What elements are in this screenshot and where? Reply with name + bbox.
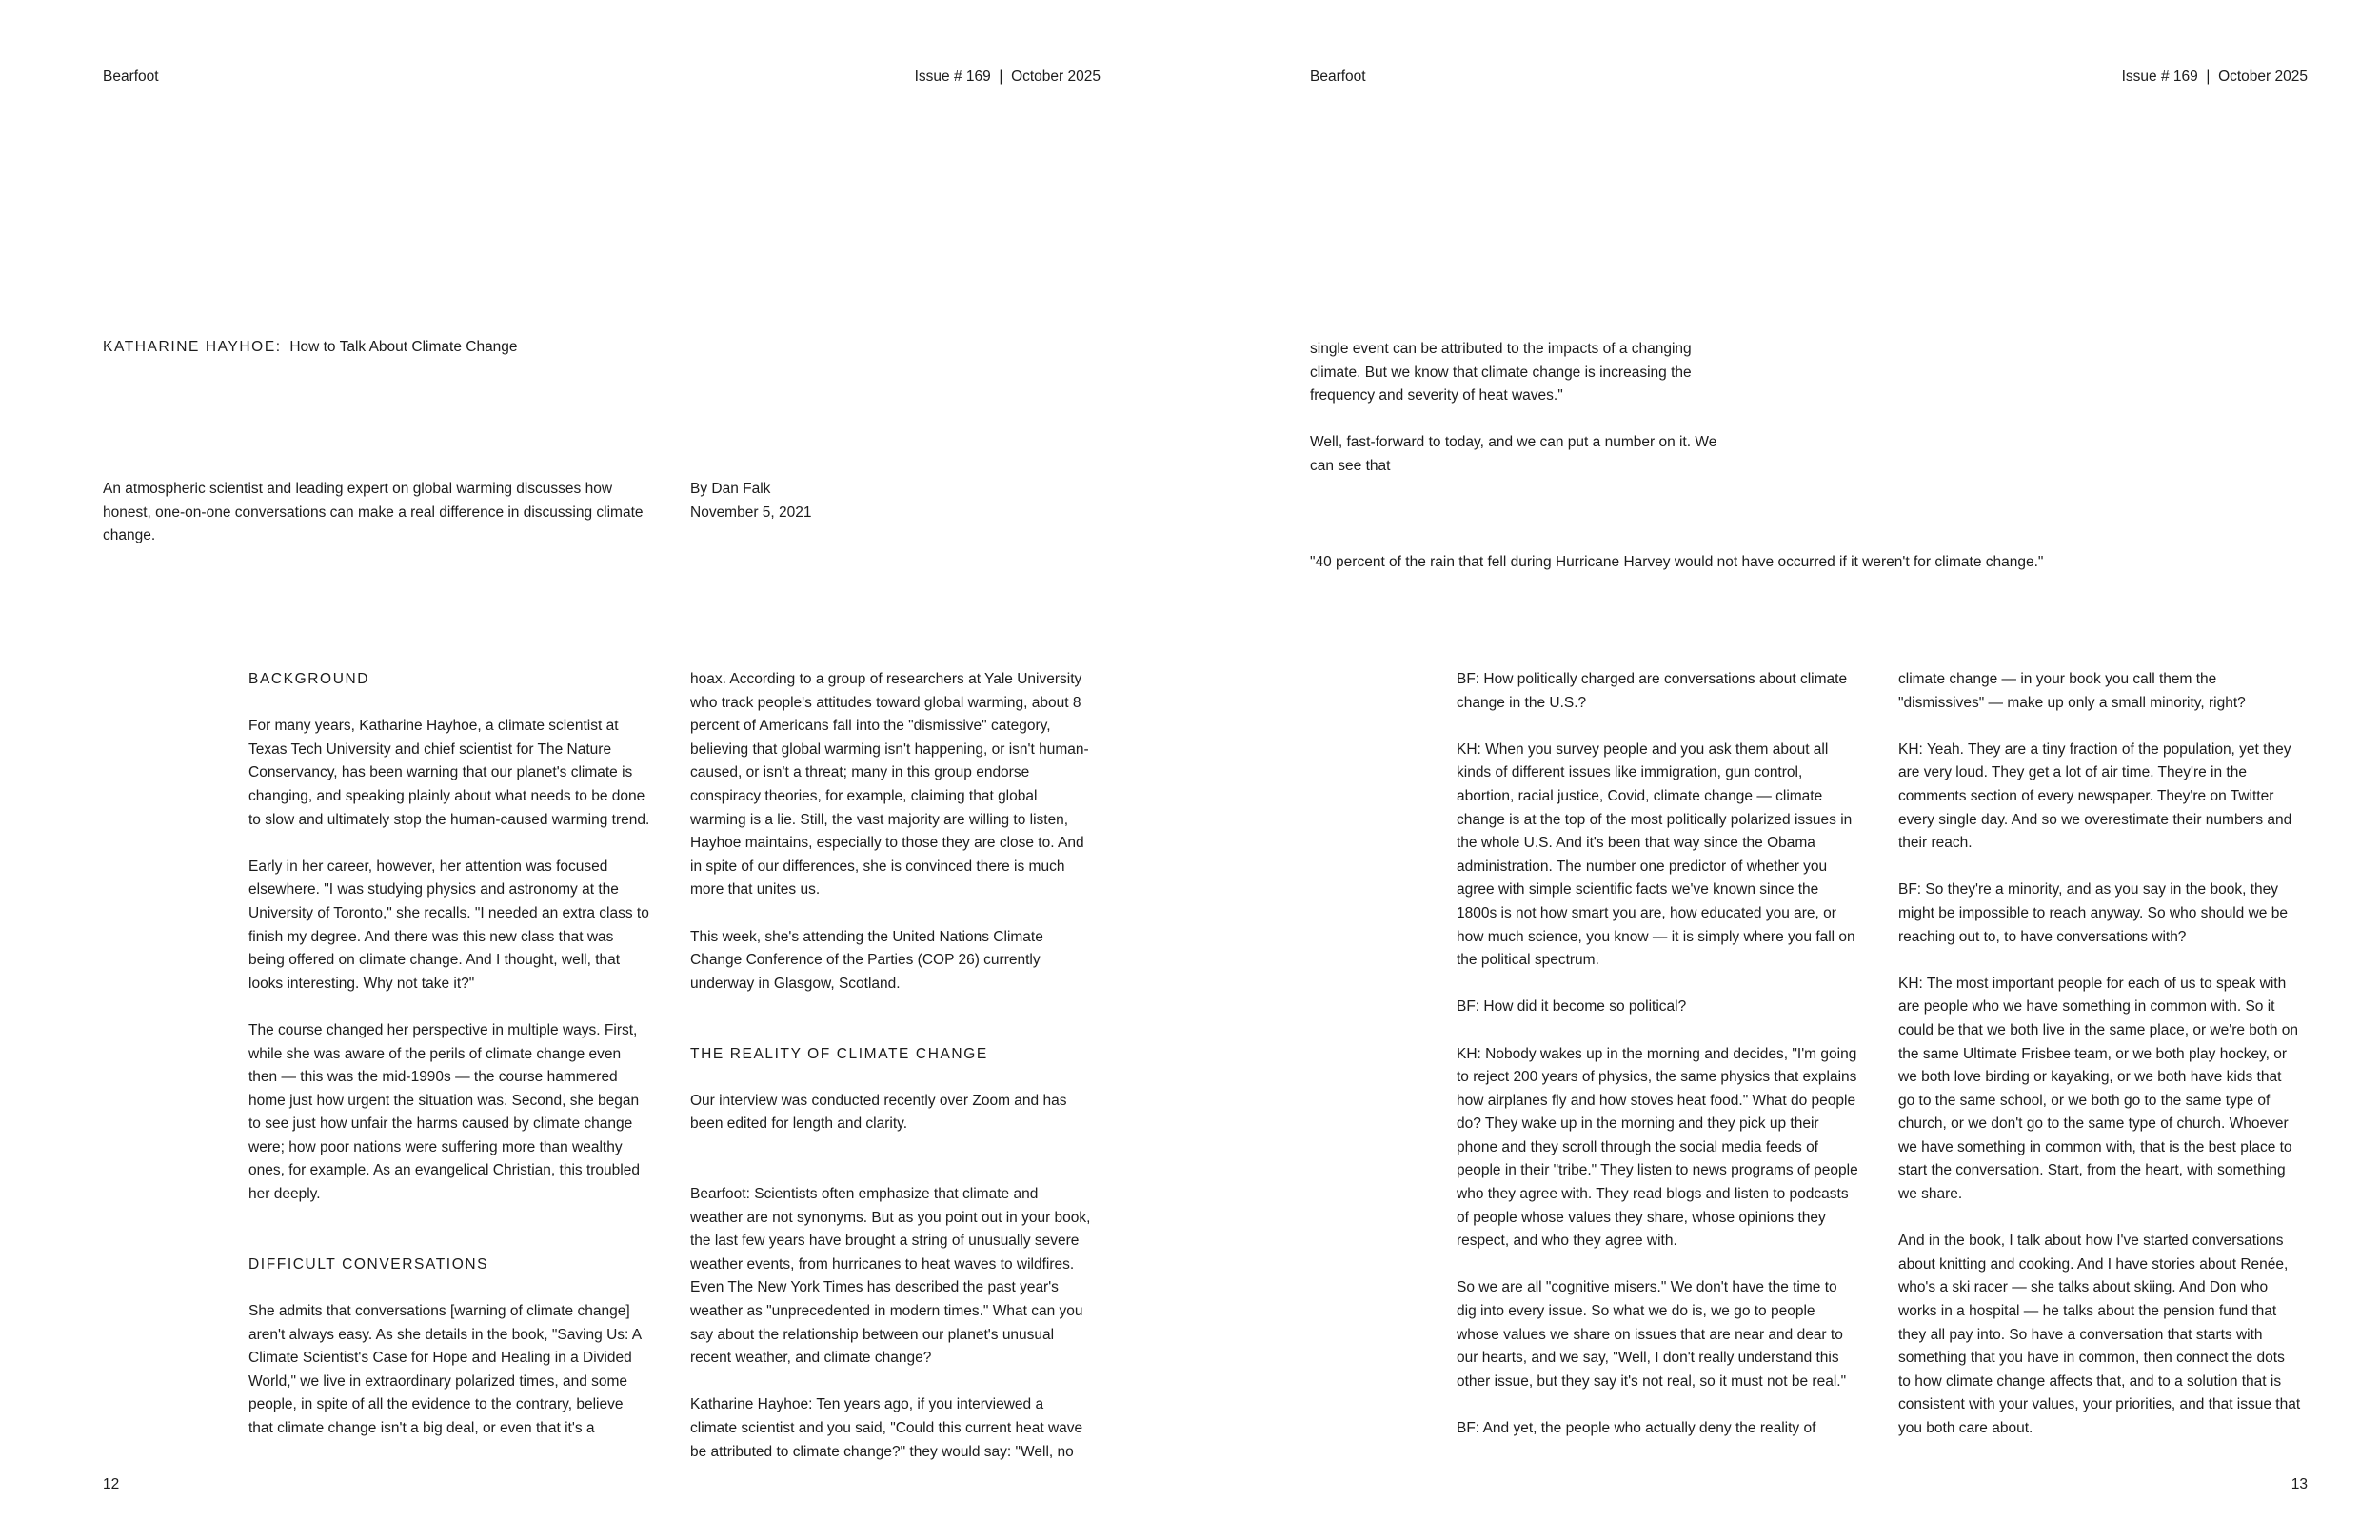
interview-answer: KH: The most important people for each of us to speak with are people who we have something in common with. So it could be that we both live in the same place, or we're both on the same Ultimate Frisbee team, or we both play hockey, or we both love birding or kayaking, or we both have kids that go to the same school, or we both go to the same type of church, or we don't go to the same type of church. Whoever we have something in common with, that is the best place to start the conversation. Start, from the heart, with something we share.: [1898, 975, 2298, 1203]
issue-date: October 2025: [1011, 69, 1101, 85]
left-column-1: [248, 668, 651, 1441]
issue-date: October 2025: [2218, 69, 2308, 85]
issue-number: Issue # 169: [914, 69, 991, 85]
article-dek: An atmospheric scientist and leading expert on global warming discusses how honest, one-on-one conversations can make a real difference in discussing climate change.: [103, 481, 644, 544]
interview-question: Bearfoot: Scientists often emphasize that climate and weather are not synonyms. But as you point out in your book, the last few years have brought a string of unusually severe weather events, from hurricanes to heat waves to wildfires. Even The New York Times has described the past year's weather as "unprecedented in modern times." What can you say about the relationship between our planet's unusual recent weather, and climate change?: [690, 1186, 1091, 1367]
paragraph: For many years, Katharine Hayhoe, a climate scientist at Texas Tech University and chief scientist for The Nature Conservancy, has been warning that our planet's climate is changing, and speaking plainly about what needs to be done to slow and ultimately stop the human-caused warming trend.: [248, 718, 650, 828]
header-separator: |: [2206, 69, 2211, 85]
running-header-magazine: Bearfoot: [103, 69, 159, 85]
heading-background: BACKGROUND: [248, 671, 370, 687]
kicker-name: KATHARINE HAYHOE:: [103, 339, 282, 355]
running-header-issue: [915, 68, 1101, 87]
article-kicker: [103, 338, 518, 357]
continued-text-2: Well, fast-forward to today, and we can put a number on it. We can see that: [1310, 434, 1717, 474]
paragraph: This week, she's attending the United Nations Climate Change Conference of the Parties (COP 26) currently underway in Glasgow, Scotland.: [690, 928, 1043, 992]
running-header-issue: [2122, 68, 2308, 87]
interview-question: BF: How politically charged are conversations about climate change in the U.S.?: [1457, 671, 1848, 711]
header-separator: |: [999, 69, 1003, 85]
paragraph: hoax. According to a group of researchers at Yale University who track people's attitudes toward global warming, about 8 percent of Americans fall into the "dismissive" category, believing that global warming isn't happening, or isn't human-caused, or isn't a threat; many in this group endorse conspiracy theories, for example, claiming that global warming is a lie. Still, the vast majority are willing to listen, Hayhoe maintains, especially to those they are close to. And in spite of our differences, she is convinced there is much more that unites us.: [690, 671, 1089, 898]
left-column-2: [690, 668, 1093, 1464]
byline-date: November 5, 2021: [690, 503, 812, 521]
interview-answer: KH: When you survey people and you ask them about all kinds of different issues like immigration, gun control, abortion, racial justice, Covid, climate change — climate change is at the top of the most politically polarized issues in the whole U.S. And it's been that way since the Obama administration. The number one predictor of whether you agree with simple scientific facts we've known since the 1800s is not how smart you are, how educated you are, or how much science, you know — it is simply where you fall on the political spectrum.: [1457, 740, 1855, 969]
pull-quote: "40 percent of the rain that fell during Hurricane Harvey would not have occurred if it weren't for climate change.": [1310, 554, 2044, 570]
page-number-right: 13: [2291, 1476, 2308, 1492]
byline: [690, 478, 812, 524]
continued-text: single event can be attributed to the impacts of a changing climate. But we know that climate change is increasing the frequency and severity of heat waves.": [1310, 341, 1692, 405]
interview-answer: So we are all "cognitive misers." We don't have the time to dig into every issue. So what we do is, we go to people whose values we share on issues that are near and dear to our hearts, and we say, "Well, I don't really understand this other issue, but they say it's not real, so it must not be real.": [1457, 1279, 1847, 1390]
paragraph: Early in her career, however, her attention was focused elsewhere. "I was studying physics and astronomy at the University of Toronto," she recalls. "I needed an extra class to finish my degree. And there was this new class that was being offered on climate change. And I thought, well, that looks interesting. Why not take it?": [248, 858, 649, 992]
interview-question: BF: So they're a minority, and as you say in the book, they might be impossible to reach anyway. So who should we be reaching out to, to have conversations with?: [1898, 881, 2288, 945]
paragraph: Our interview was conducted recently over Zoom and has been edited for length and clarity.: [690, 1092, 1067, 1133]
byline-author: By Dan Falk: [690, 481, 771, 497]
right-column-2: [1898, 668, 2301, 1441]
page-number-left: 12: [103, 1476, 120, 1492]
kicker-title: How to Talk About Climate Change: [289, 339, 518, 355]
interview-answer: KH: Nobody wakes up in the morning and decides, "I'm going to reject 200 years of physics, the same physics that explains how airplanes fly and how stoves heat food." What do people do? They wake up in the morning and they pick up their phone and they scroll through the social media feeds of people in their "tribe." They listen to news programs of people who they agree with. They read blogs and listen to podcasts of people whose values they share, whose opinions they respect, and who they agree with.: [1457, 1045, 1858, 1250]
interview-answer: KH: Yeah. They are a tiny fraction of the population, yet they are very loud. They get a lot of air time. They're in the comments section of every newspaper. They're on Twitter every single day. And so we overestimate their numbers and their reach.: [1898, 740, 2292, 852]
interview-question: BF: How did it become so political?: [1457, 998, 1687, 1016]
interview-question: climate change — in your book you call them the "dismissives" — make up only a small minority, right?: [1898, 671, 2246, 711]
heading-reality-of-climate-change: THE REALITY OF CLIMATE CHANGE: [690, 1045, 988, 1062]
paragraph: The course changed her perspective in multiple ways. First, while she was aware of the perils of climate change even then — this was the mid-1990s — the course hammered home just how urgent the situation was. Second, she began to see just how unfair the harms caused by climate change were; how poor nations were suffering more than wealthy ones, for example. As an evangelical Christian, this troubled her deeply.: [248, 1021, 640, 1203]
heading-difficult-conversations: DIFFICULT CONVERSATIONS: [248, 1255, 489, 1273]
right-column-1: [1457, 668, 1859, 1441]
running-header-magazine: Bearfoot: [1310, 69, 1366, 85]
interview-answer: And in the book, I talk about how I've started conversations about knitting and cooking. And I have stories about Renée, who's a ski racer — she talks about skiing. And Don who works in a hospital — he talks about the pension fund that they all pay into. So have a conversation that starts with something that you have in common, then connect the dots to how climate change affects that, and to a solution that is consistent with your values, your priorities, and that issue that you both care about.: [1898, 1233, 2301, 1436]
interview-answer: Katharine Hayhoe: Ten years ago, if you interviewed a climate scientist and you said, "Could this current heat wave be attributed to climate change?" they would say: "Well, no: [690, 1396, 1083, 1460]
paragraph: She admits that conversations [warning of climate change] aren't always easy. As she details in the book, "Saving Us: A Climate Scientist's Case for Hope and Healing in a Divided World," we live in extraordinary polarized times, and some people, in spite of all the evidence to the contrary, believe that climate change isn't a big deal, or even that it's a: [248, 1303, 642, 1436]
issue-number: Issue # 169: [2121, 69, 2198, 85]
interview-question: BF: And yet, the people who actually deny the reality of: [1457, 1420, 1816, 1436]
